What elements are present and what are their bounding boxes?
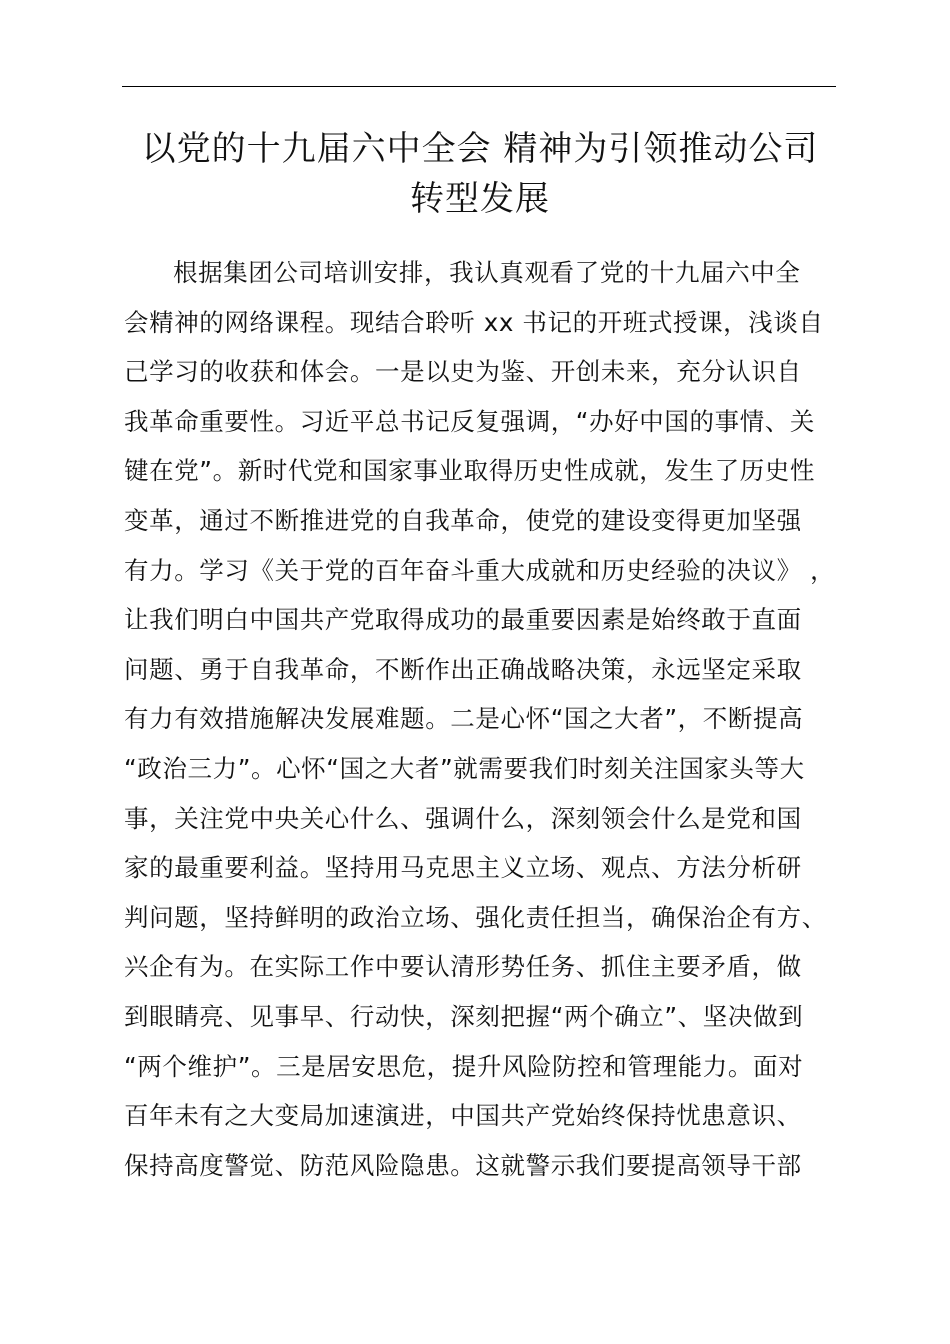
body-line: 家的最重要利益。坚持用马克思主义立场、观点、方法分析研	[124, 853, 802, 883]
body-paragraph	[124, 248, 884, 1190]
title-line-2: 转型发展	[410, 179, 550, 219]
body-line: 让我们明白中国共产党取得成功的最重要因素是始终敢于直面	[124, 605, 802, 635]
body-line: 根据集团公司培训安排，我认真观看了党的十九届六中全	[173, 258, 801, 287]
document-title	[110, 124, 850, 224]
body-line: 变革，通过不断推进党的自我革命，使党的建设变得更加坚强	[124, 505, 802, 535]
header-rule	[122, 86, 836, 87]
body-line: 有力。学习《关于党的百年奋斗重大成就和历史经验的决议》 ，	[124, 555, 836, 585]
body-line: 键在党”。新时代党和国家事业取得历史性成就，发生了历史性	[124, 456, 815, 486]
body-line: 会精神的网络课程。现结合聆听 xx 书记的开班式授课，浅谈自	[124, 307, 824, 337]
body-line: 有力有效措施解决发展难题。二是心怀“国之大者”，不断提高	[124, 704, 804, 734]
body-line: “两个维护”。三是居安思危，提升风险防控和管理能力。面对	[124, 1051, 804, 1081]
body-line: 己学习的收获和体会。一是以史为鉴、开创未来，充分认识自	[124, 357, 802, 387]
body-line: 保持高度警觉、防范风险隐患。这就警示我们要提高领导干部	[124, 1150, 802, 1180]
title-line-1: 以党的十九届六中全会 精神为引领推动公司	[141, 129, 819, 169]
body-line: 到眼睛亮、见事早、行动快，深刻把握“两个确立”、坚决做到	[124, 1001, 804, 1031]
body-line: 我革命重要性。习近平总书记反复强调，“办好中国的事情、关	[124, 406, 815, 436]
body-line: 判问题，坚持鲜明的政治立场、强化责任担当，确保治企有方、	[124, 902, 827, 932]
body-line: 问题、勇于自我革命，不断作出正确战略决策，永远坚定采取	[124, 654, 802, 684]
body-line: 百年未有之大变局加速演进，中国共产党始终保持忧患意识、	[124, 1101, 802, 1131]
body-line: 兴企有为。在实际工作中要认清形势任务、抓住主要矛盾，做	[124, 952, 802, 982]
body-line: “政治三力”。心怀“国之大者”就需要我们时刻关注国家头等大	[124, 753, 805, 783]
body-line: 事，关注党中央关心什么、强调什么，深刻领会什么是党和国	[124, 803, 802, 833]
